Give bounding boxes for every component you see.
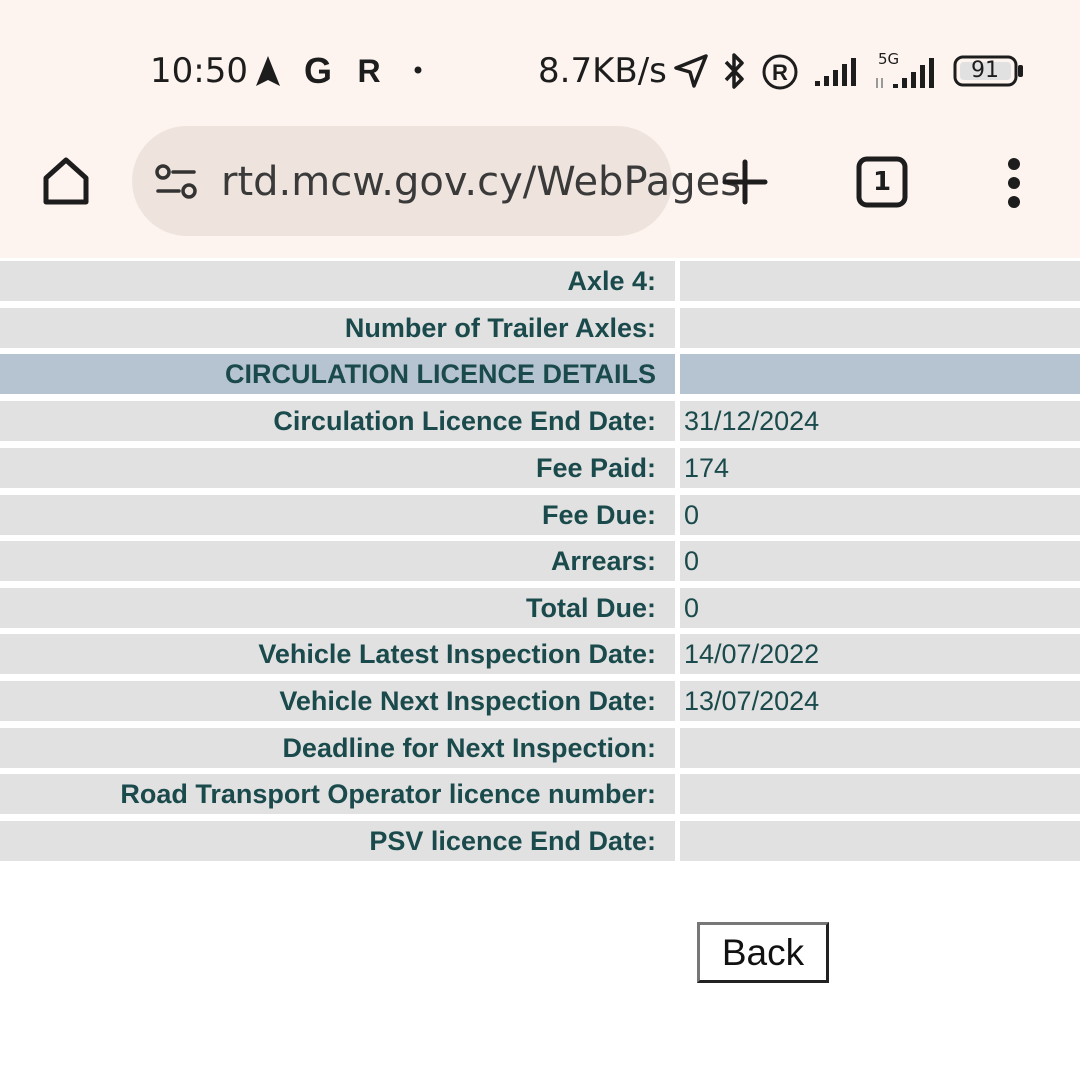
row-value bbox=[680, 728, 1080, 768]
bluetooth-icon bbox=[720, 50, 750, 92]
row-label: Vehicle Next Inspection Date: bbox=[0, 681, 675, 721]
home-icon[interactable] bbox=[38, 152, 94, 210]
table-row bbox=[0, 821, 1080, 861]
table-row bbox=[0, 681, 1080, 721]
table-row bbox=[0, 308, 1080, 348]
table-row bbox=[0, 728, 1080, 768]
row-value bbox=[680, 261, 1080, 301]
registered-icon bbox=[760, 52, 800, 92]
row-label: Axle 4: bbox=[0, 261, 675, 301]
row-value bbox=[680, 774, 1080, 814]
location-arrow-icon bbox=[672, 52, 710, 90]
row-value: 174 bbox=[680, 448, 1080, 488]
back-button[interactable]: Back bbox=[697, 922, 829, 983]
row-value: 14/07/2022 bbox=[680, 634, 1080, 674]
row-label: Road Transport Operator licence number: bbox=[0, 774, 675, 814]
row-label: Vehicle Latest Inspection Date: bbox=[0, 634, 675, 674]
section-header-row bbox=[0, 354, 1080, 394]
table-row bbox=[0, 401, 1080, 441]
row-value: 13/07/2024 bbox=[680, 681, 1080, 721]
network-speed: 8.7KB/s bbox=[538, 51, 667, 91]
row-value: 0 bbox=[680, 588, 1080, 628]
network-type-label: 5G bbox=[878, 50, 900, 68]
row-label: Arrears: bbox=[0, 541, 675, 581]
dot-icon bbox=[410, 62, 426, 78]
section-header-label: CIRCULATION LICENCE DETAILS bbox=[0, 354, 675, 394]
row-label: Fee Due: bbox=[0, 495, 675, 535]
google-g-icon: G bbox=[303, 50, 332, 91]
row-value: 31/12/2024 bbox=[680, 401, 1080, 441]
battery-level: 91 bbox=[971, 58, 999, 83]
row-value bbox=[680, 308, 1080, 348]
table-row bbox=[0, 541, 1080, 581]
row-label: PSV licence End Date: bbox=[0, 821, 675, 861]
url-text[interactable]: rtd.mcw.gov.cy/WebPages bbox=[221, 159, 742, 205]
row-label: Number of Trailer Axles: bbox=[0, 308, 675, 348]
row-label: Deadline for Next Inspection: bbox=[0, 728, 675, 768]
table-row bbox=[0, 448, 1080, 488]
row-label: Total Due: bbox=[0, 588, 675, 628]
table-row bbox=[0, 261, 1080, 301]
tab-count[interactable]: 1 bbox=[872, 167, 892, 197]
row-value: 0 bbox=[680, 541, 1080, 581]
table-row bbox=[0, 774, 1080, 814]
row-value bbox=[680, 354, 1080, 394]
svg-text:R: R bbox=[772, 60, 788, 85]
navigation-arrow-icon bbox=[253, 53, 283, 89]
status-time: 10:50 bbox=[150, 51, 248, 91]
table-row bbox=[0, 634, 1080, 674]
row-value: 0 bbox=[680, 495, 1080, 535]
signal-icon bbox=[812, 54, 862, 88]
more-menu-icon[interactable] bbox=[1000, 154, 1028, 210]
site-settings-icon[interactable] bbox=[153, 160, 199, 204]
row-label: Circulation Licence End Date: bbox=[0, 401, 675, 441]
table-row bbox=[0, 495, 1080, 535]
new-tab-plus-icon[interactable] bbox=[718, 154, 772, 210]
row-value bbox=[680, 821, 1080, 861]
row-label: Fee Paid: bbox=[0, 448, 675, 488]
r-app-icon: R bbox=[357, 52, 381, 89]
table-row bbox=[0, 588, 1080, 628]
